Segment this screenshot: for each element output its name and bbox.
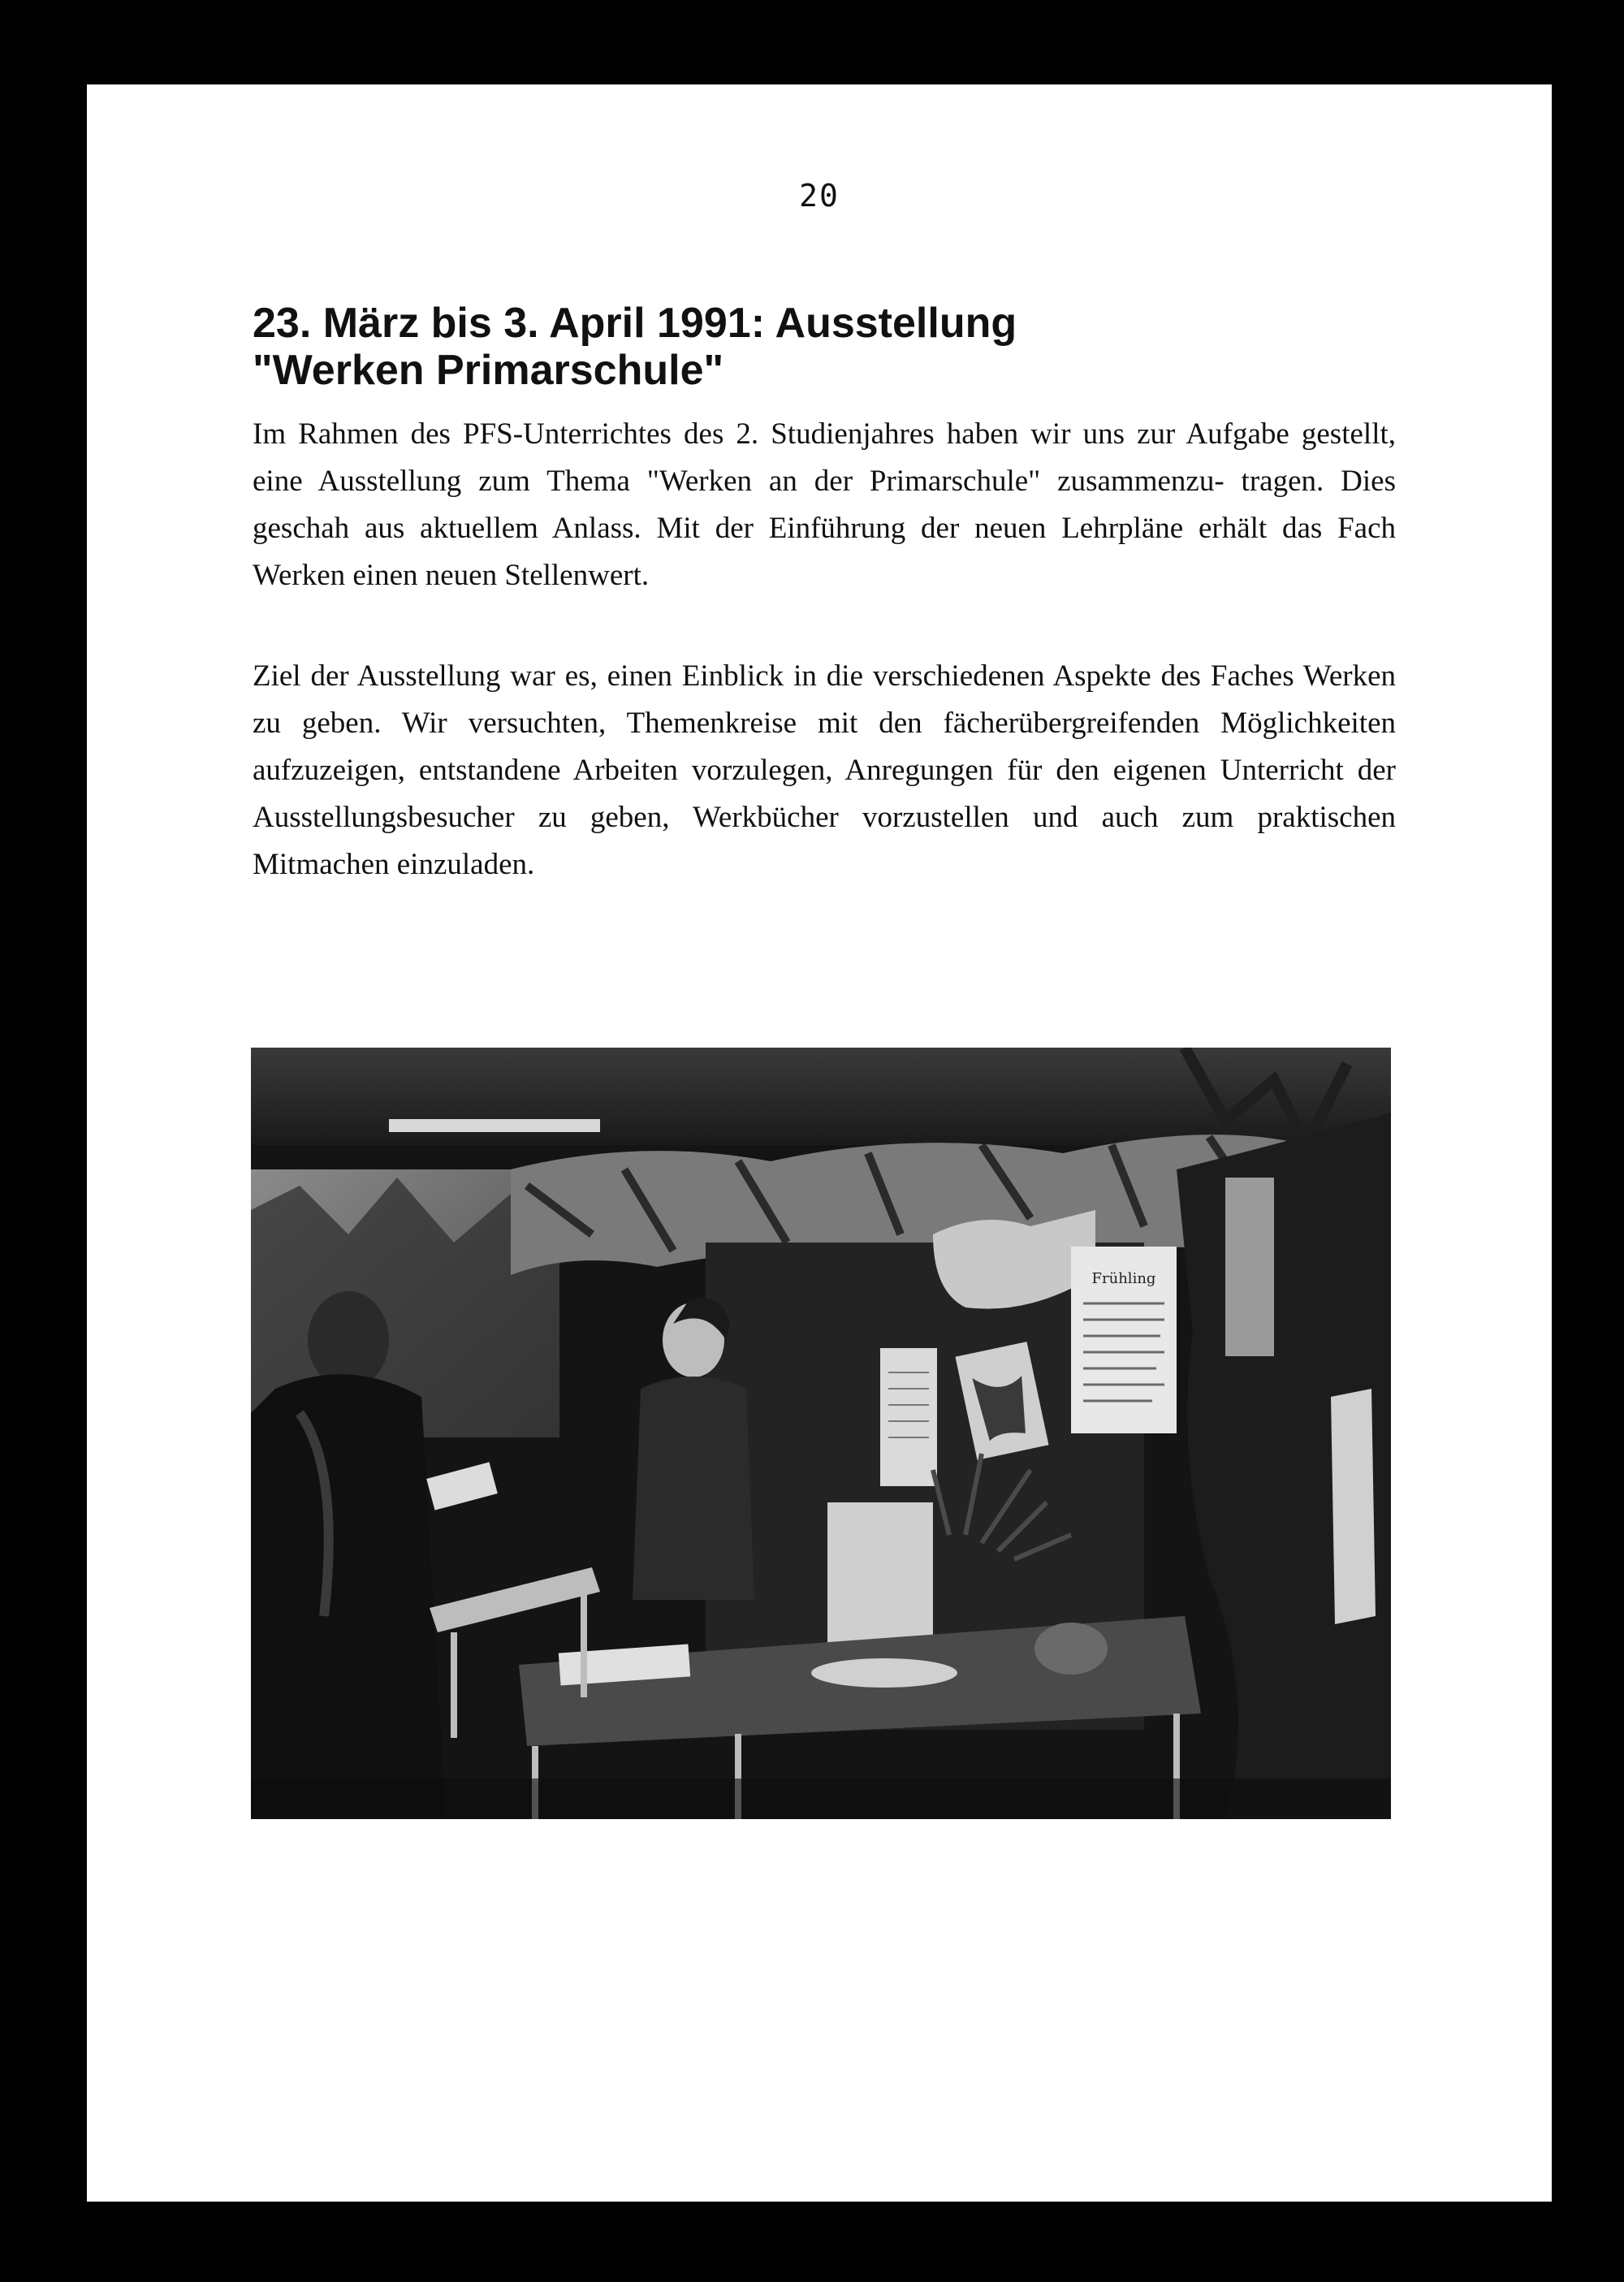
ceiling-lamp [389,1119,600,1132]
title-line-1: 23. März bis 3. April 1991: Ausstellung [253,300,1017,347]
document-page [87,84,1552,2202]
goals-paragraph: Ziel der Ausstellung war es, einen Einblick in die verschiedenen Aspekte des Faches Werken zu geben. Wir versuchten, Themenkreise mit den fächerübergreifenden Möglichkeiten aufzuzeigen, entstandene Arbeiten vorzulegen, Anregungen für den eigenen Unterricht der Ausstellungsbesucher zu geben, Werkbücher vorzustellen und auch zum praktischen Mitmachen einzuladen. [253,659,1396,881]
page-title [253,300,1406,394]
svg-text:Frühling: Frühling [1091,1270,1156,1287]
page-number: 20 [799,178,840,214]
fruehling-poster [1071,1247,1177,1433]
exhibition-photo [251,1048,1391,1819]
title-line-2: "Werken Primarschule" [253,347,724,394]
intro-paragraph: Im Rahmen des PFS-Unterrichtes des 2. Studienjahres haben wir uns zur Aufgabe gestellt, eine Ausstellung zum Thema "Werken an der Primarschule" zusammenzu- tragen. Dies geschah aus aktuellem Anlass. Mit der Einführung der neuen Lehrpläne erhält das Fach Werken einen neuen Stellenwert. [253,417,1396,592]
